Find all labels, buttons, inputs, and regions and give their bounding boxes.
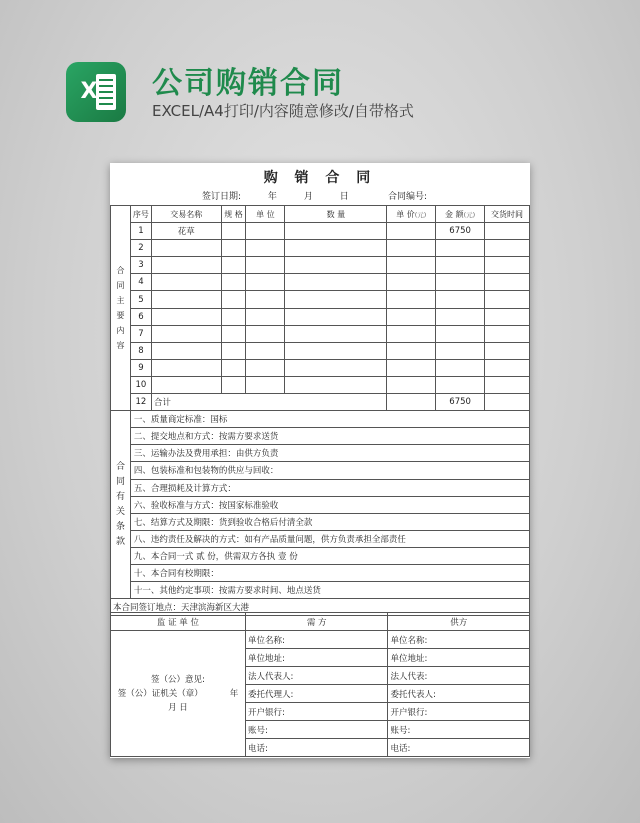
row-amount[interactable]: [436, 240, 485, 257]
row-unit[interactable]: [246, 308, 285, 325]
row-spec[interactable]: [221, 274, 246, 291]
row-name[interactable]: [151, 257, 221, 274]
total-label: 合计: [151, 394, 386, 411]
row-spec[interactable]: [221, 257, 246, 274]
row-name[interactable]: [151, 325, 221, 342]
term-row: [111, 513, 530, 530]
col-header-price: 单 价(元): [387, 206, 436, 223]
row-unit[interactable]: [246, 223, 285, 240]
row-name[interactable]: [151, 291, 221, 308]
main-side-label: 合 同 主 要 内 容: [111, 206, 131, 411]
row-unit[interactable]: [246, 342, 285, 359]
row-amount[interactable]: 6750: [436, 223, 485, 240]
row-amount[interactable]: [436, 342, 485, 359]
row-delivery[interactable]: [485, 240, 530, 257]
seller-field[interactable]: 单位名称:: [388, 631, 530, 649]
row-name[interactable]: [151, 342, 221, 359]
row-qty[interactable]: [285, 240, 387, 257]
col-header-qty: 数 量: [285, 206, 387, 223]
row-amount[interactable]: [436, 359, 485, 376]
term-row: [111, 564, 530, 581]
row-spec[interactable]: [221, 325, 246, 342]
row-unit[interactable]: [246, 240, 285, 257]
row-spec[interactable]: [221, 291, 246, 308]
row-price[interactable]: [387, 240, 436, 257]
notary-date: 月 日: [168, 702, 188, 713]
row-unit[interactable]: [246, 376, 285, 393]
contract-no-label: 合同编号:: [388, 192, 428, 202]
buyer-field[interactable]: 电话:: [245, 739, 388, 757]
row-delivery[interactable]: [485, 359, 530, 376]
row-price[interactable]: [387, 257, 436, 274]
table-row: [111, 274, 530, 291]
table-row: [111, 342, 530, 359]
page-subtitle: EXCEL/A4打印/内容随意修改/自带格式: [152, 102, 414, 120]
term-item[interactable]: 十一、其他约定事项：按需方要求时间、地点送货: [130, 582, 529, 599]
row-no: 4: [130, 274, 151, 291]
row-price[interactable]: [387, 359, 436, 376]
table-row: [111, 291, 530, 308]
row-name[interactable]: [151, 308, 221, 325]
term-row: [111, 445, 530, 462]
row-qty[interactable]: [285, 223, 387, 240]
row-amount[interactable]: [436, 325, 485, 342]
doc-title: 购 销 合 同: [263, 170, 377, 186]
seller-field[interactable]: 法人代表:: [388, 667, 530, 685]
seller-field[interactable]: 单位地址:: [388, 649, 530, 667]
row-price[interactable]: [387, 308, 436, 325]
excel-logo-icon: [66, 62, 126, 122]
row-name[interactable]: [151, 359, 221, 376]
table-row: [111, 308, 530, 325]
row-delivery[interactable]: [485, 274, 530, 291]
row-amount[interactable]: [436, 376, 485, 393]
row-qty[interactable]: [285, 308, 387, 325]
row-no: 7: [130, 325, 151, 342]
signature-table: [110, 612, 530, 757]
row-spec[interactable]: [221, 223, 246, 240]
terms-side-label: 合 同 有 关 条 款: [111, 411, 131, 599]
term-row: [111, 428, 530, 445]
row-price[interactable]: [387, 342, 436, 359]
row-qty[interactable]: [285, 359, 387, 376]
sign-date: [202, 189, 373, 202]
row-no: 8: [130, 342, 151, 359]
term-item[interactable]: 六、验收标准与方式：按国家标准验收: [130, 496, 529, 513]
contract-place[interactable]: 本合同签订地点：天津滨海新区大港: [111, 599, 530, 616]
term-row: [111, 582, 530, 599]
col-header-no: 序号: [130, 206, 151, 223]
row-no: 9: [130, 359, 151, 376]
buyer-field[interactable]: 单位地址:: [245, 649, 388, 667]
row-qty[interactable]: [285, 325, 387, 342]
row-spec[interactable]: [221, 342, 246, 359]
row-qty[interactable]: [285, 274, 387, 291]
table-row: [111, 325, 530, 342]
row-delivery[interactable]: [485, 291, 530, 308]
buyer-header: 需 方: [245, 613, 388, 631]
table-row: [111, 257, 530, 274]
row-delivery[interactable]: [485, 342, 530, 359]
notary-header: 监 证 单 位: [111, 613, 246, 631]
buyer-field[interactable]: 开户银行:: [245, 703, 388, 721]
row-price[interactable]: [387, 325, 436, 342]
term-row: [111, 547, 530, 564]
term-row: [111, 530, 530, 547]
table-row: [111, 376, 530, 393]
notary-seal: 签（公）证机关（章） 年: [117, 688, 239, 699]
row-delivery[interactable]: [485, 325, 530, 342]
row-amount[interactable]: [436, 274, 485, 291]
table-row: [111, 359, 530, 376]
col-header-unit: 单 位: [246, 206, 285, 223]
term-item[interactable]: 八、违约责任及解决的方式：如有产品质量问题，供方负责承担全部责任: [130, 530, 529, 547]
row-no: 6: [130, 308, 151, 325]
row-delivery[interactable]: [485, 257, 530, 274]
sign-date-label: 签订日期:: [202, 192, 242, 202]
row-spec[interactable]: [221, 308, 246, 325]
sign-day: 日: [339, 192, 349, 202]
term-row: [111, 411, 530, 428]
row-no: 10: [130, 376, 151, 393]
table-row: [111, 240, 530, 257]
seller-field[interactable]: 电话:: [388, 739, 530, 757]
seller-field[interactable]: 开户银行:: [388, 703, 530, 721]
seller-field[interactable]: 委托代表人:: [388, 685, 530, 703]
row-qty[interactable]: [285, 342, 387, 359]
row-no: 2: [130, 240, 151, 257]
row-qty[interactable]: [285, 257, 387, 274]
term-item[interactable]: 三、运输办法及费用承担：由供方负责: [130, 445, 529, 462]
total-row: [111, 394, 530, 411]
sign-year: 年: [267, 192, 277, 202]
row-unit[interactable]: [246, 257, 285, 274]
buyer-field[interactable]: 法人代表人:: [245, 667, 388, 685]
total-delivery: [485, 394, 530, 411]
row-name[interactable]: [151, 376, 221, 393]
row-spec[interactable]: [221, 240, 246, 257]
col-header-name: 交易名称: [151, 206, 221, 223]
row-spec[interactable]: [221, 376, 246, 393]
term-item[interactable]: 九、本合同一式 贰 份，供需双方各执 壹 份: [130, 547, 529, 564]
total-price: [387, 394, 436, 411]
row-no: 5: [130, 291, 151, 308]
buyer-field[interactable]: 单位名称:: [245, 631, 388, 649]
row-delivery[interactable]: [485, 308, 530, 325]
row-price[interactable]: [387, 223, 436, 240]
term-item[interactable]: 五、合理损耗及计算方式：: [130, 479, 529, 496]
row-amount[interactable]: [436, 308, 485, 325]
row-qty[interactable]: [285, 376, 387, 393]
term-row: [111, 462, 530, 479]
buyer-field[interactable]: 委托代理人:: [245, 685, 388, 703]
row-name[interactable]: 花草: [151, 223, 221, 240]
notary-cell[interactable]: [111, 631, 246, 757]
row-price[interactable]: [387, 376, 436, 393]
term-row: [111, 496, 530, 513]
col-header-amount: 金 额(元): [436, 206, 485, 223]
seller-field[interactable]: 账号:: [388, 721, 530, 739]
row-name[interactable]: [151, 240, 221, 257]
col-header-spec: 规 格: [221, 206, 246, 223]
buyer-field[interactable]: 账号:: [245, 721, 388, 739]
contract-sheet: [110, 163, 530, 758]
row-unit[interactable]: [246, 291, 285, 308]
term-item[interactable]: 七、结算方式及期限：货到验收合格后付清全款: [130, 513, 529, 530]
signature-row: [111, 631, 530, 649]
row-spec[interactable]: [221, 359, 246, 376]
notary-opinion: 签（公）意见:: [151, 674, 205, 685]
term-item[interactable]: 二、提交地点和方式：按需方要求送货: [130, 428, 529, 445]
page-title: 公司购销合同: [152, 66, 344, 101]
total-amount: 6750: [436, 394, 485, 411]
sign-month: 月: [303, 192, 313, 202]
row-qty[interactable]: [285, 291, 387, 308]
term-item[interactable]: 一、质量商定标准：国标: [130, 411, 529, 428]
row-price[interactable]: [387, 274, 436, 291]
row-delivery[interactable]: [485, 376, 530, 393]
x-letter-icon: X: [80, 79, 98, 104]
row-no: 1: [130, 223, 151, 240]
row-unit[interactable]: [246, 325, 285, 342]
row-no: 3: [130, 257, 151, 274]
row-amount[interactable]: [436, 291, 485, 308]
row-amount[interactable]: [436, 257, 485, 274]
col-header-delivery: 交货时间: [485, 206, 530, 223]
seller-header: 供方: [388, 613, 530, 631]
row-price[interactable]: [387, 291, 436, 308]
main-table: [110, 205, 530, 616]
row-delivery[interactable]: [485, 223, 530, 240]
term-row: [111, 479, 530, 496]
term-item[interactable]: 十、本合同有校期限：: [130, 564, 529, 581]
total-no: 12: [130, 394, 151, 411]
row-unit[interactable]: [246, 274, 285, 291]
table-row: [111, 223, 530, 240]
row-name[interactable]: [151, 274, 221, 291]
row-unit[interactable]: [246, 359, 285, 376]
term-item[interactable]: 四、包装标准和包装物的供应与回收：: [130, 462, 529, 479]
